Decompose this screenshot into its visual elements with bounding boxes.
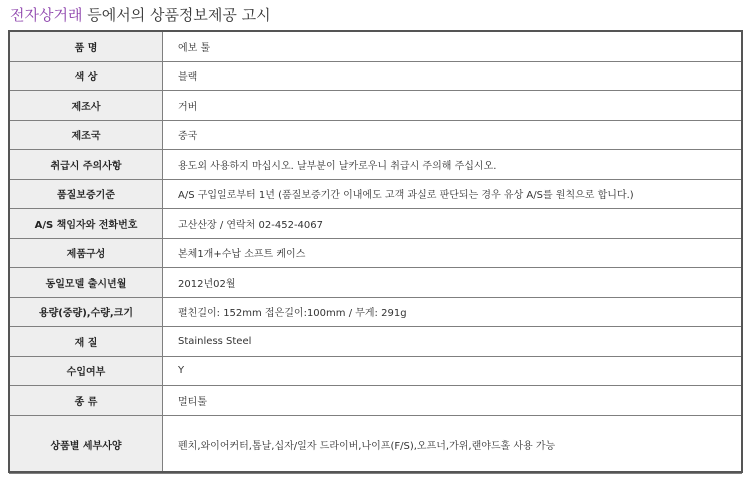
row-value-product-name: 에보 툴 — [163, 32, 742, 62]
table-row — [10, 179, 742, 209]
row-label-release-date: 동일모델 출시년월 — [10, 268, 163, 298]
row-label-size: 용량(중량),수량,크기 — [10, 297, 163, 327]
row-label-specs: 상품별 세부사양 — [10, 415, 163, 473]
row-value-color: 블랙 — [163, 61, 742, 91]
row-label-country: 제조국 — [10, 120, 163, 150]
row-value-material: Stainless Steel — [163, 327, 742, 357]
row-value-components: 본체1개+수납 소프트 케이스 — [163, 238, 742, 268]
row-value-size: 펼친길이: 152mm 접은길이:100mm / 무게: 291g — [163, 297, 742, 327]
row-label-product-name: 품 명 — [10, 32, 163, 62]
table-row — [10, 268, 742, 298]
title-accent: 전자상거래 — [10, 6, 83, 24]
table-row — [10, 209, 742, 239]
row-value-manufacturer: 거버 — [163, 91, 742, 121]
row-label-imported: 수입여부 — [10, 356, 163, 386]
table-row — [10, 297, 742, 327]
row-value-warranty: A/S 구입일로부터 1년 (품질보증기간 이내에도 고객 과실로 판단되는 경우 유상 A/S를 원칙으로 합니다.) — [163, 179, 742, 209]
table-row — [10, 386, 742, 416]
row-label-caution: 취급시 주의사항 — [10, 150, 163, 180]
row-value-country: 중국 — [163, 120, 742, 150]
row-value-release-date: 2012년02월 — [163, 268, 742, 298]
table-row — [10, 61, 742, 91]
table-row — [10, 238, 742, 268]
row-value-imported: Y — [163, 356, 742, 386]
table-row — [10, 327, 742, 357]
product-info-table-container — [9, 31, 742, 474]
notice-title — [10, 4, 271, 26]
row-label-as-contact: A/S 책임자와 전화번호 — [10, 209, 163, 239]
row-label-type: 종 류 — [10, 386, 163, 416]
row-value-specs: 펜치,와이어커터,톱날,십자/일자 드라이버,나이프(F/S),오프너,가위,랜야드홀 사용 가능 — [163, 415, 742, 473]
table-row — [10, 91, 742, 121]
row-value-as-contact: 고산산장 / 연락처 02-452-4067 — [163, 209, 742, 239]
table-row — [10, 32, 742, 62]
row-label-color: 색 상 — [10, 61, 163, 91]
table-row — [10, 150, 742, 180]
table-row — [10, 415, 742, 473]
product-info-table — [9, 31, 742, 474]
table-row — [10, 356, 742, 386]
table-row — [10, 120, 742, 150]
row-label-material: 재 질 — [10, 327, 163, 357]
row-label-warranty: 품질보증기준 — [10, 179, 163, 209]
row-label-components: 제품구성 — [10, 238, 163, 268]
row-value-type: 멀티툴 — [163, 386, 742, 416]
title-text: 등에서의 상품정보제공 고시 — [82, 6, 271, 24]
row-value-caution: 용도외 사용하지 마십시오. 날부분이 날카로우니 취급시 주의해 주십시오. — [163, 150, 742, 180]
row-label-manufacturer: 제조사 — [10, 91, 163, 121]
